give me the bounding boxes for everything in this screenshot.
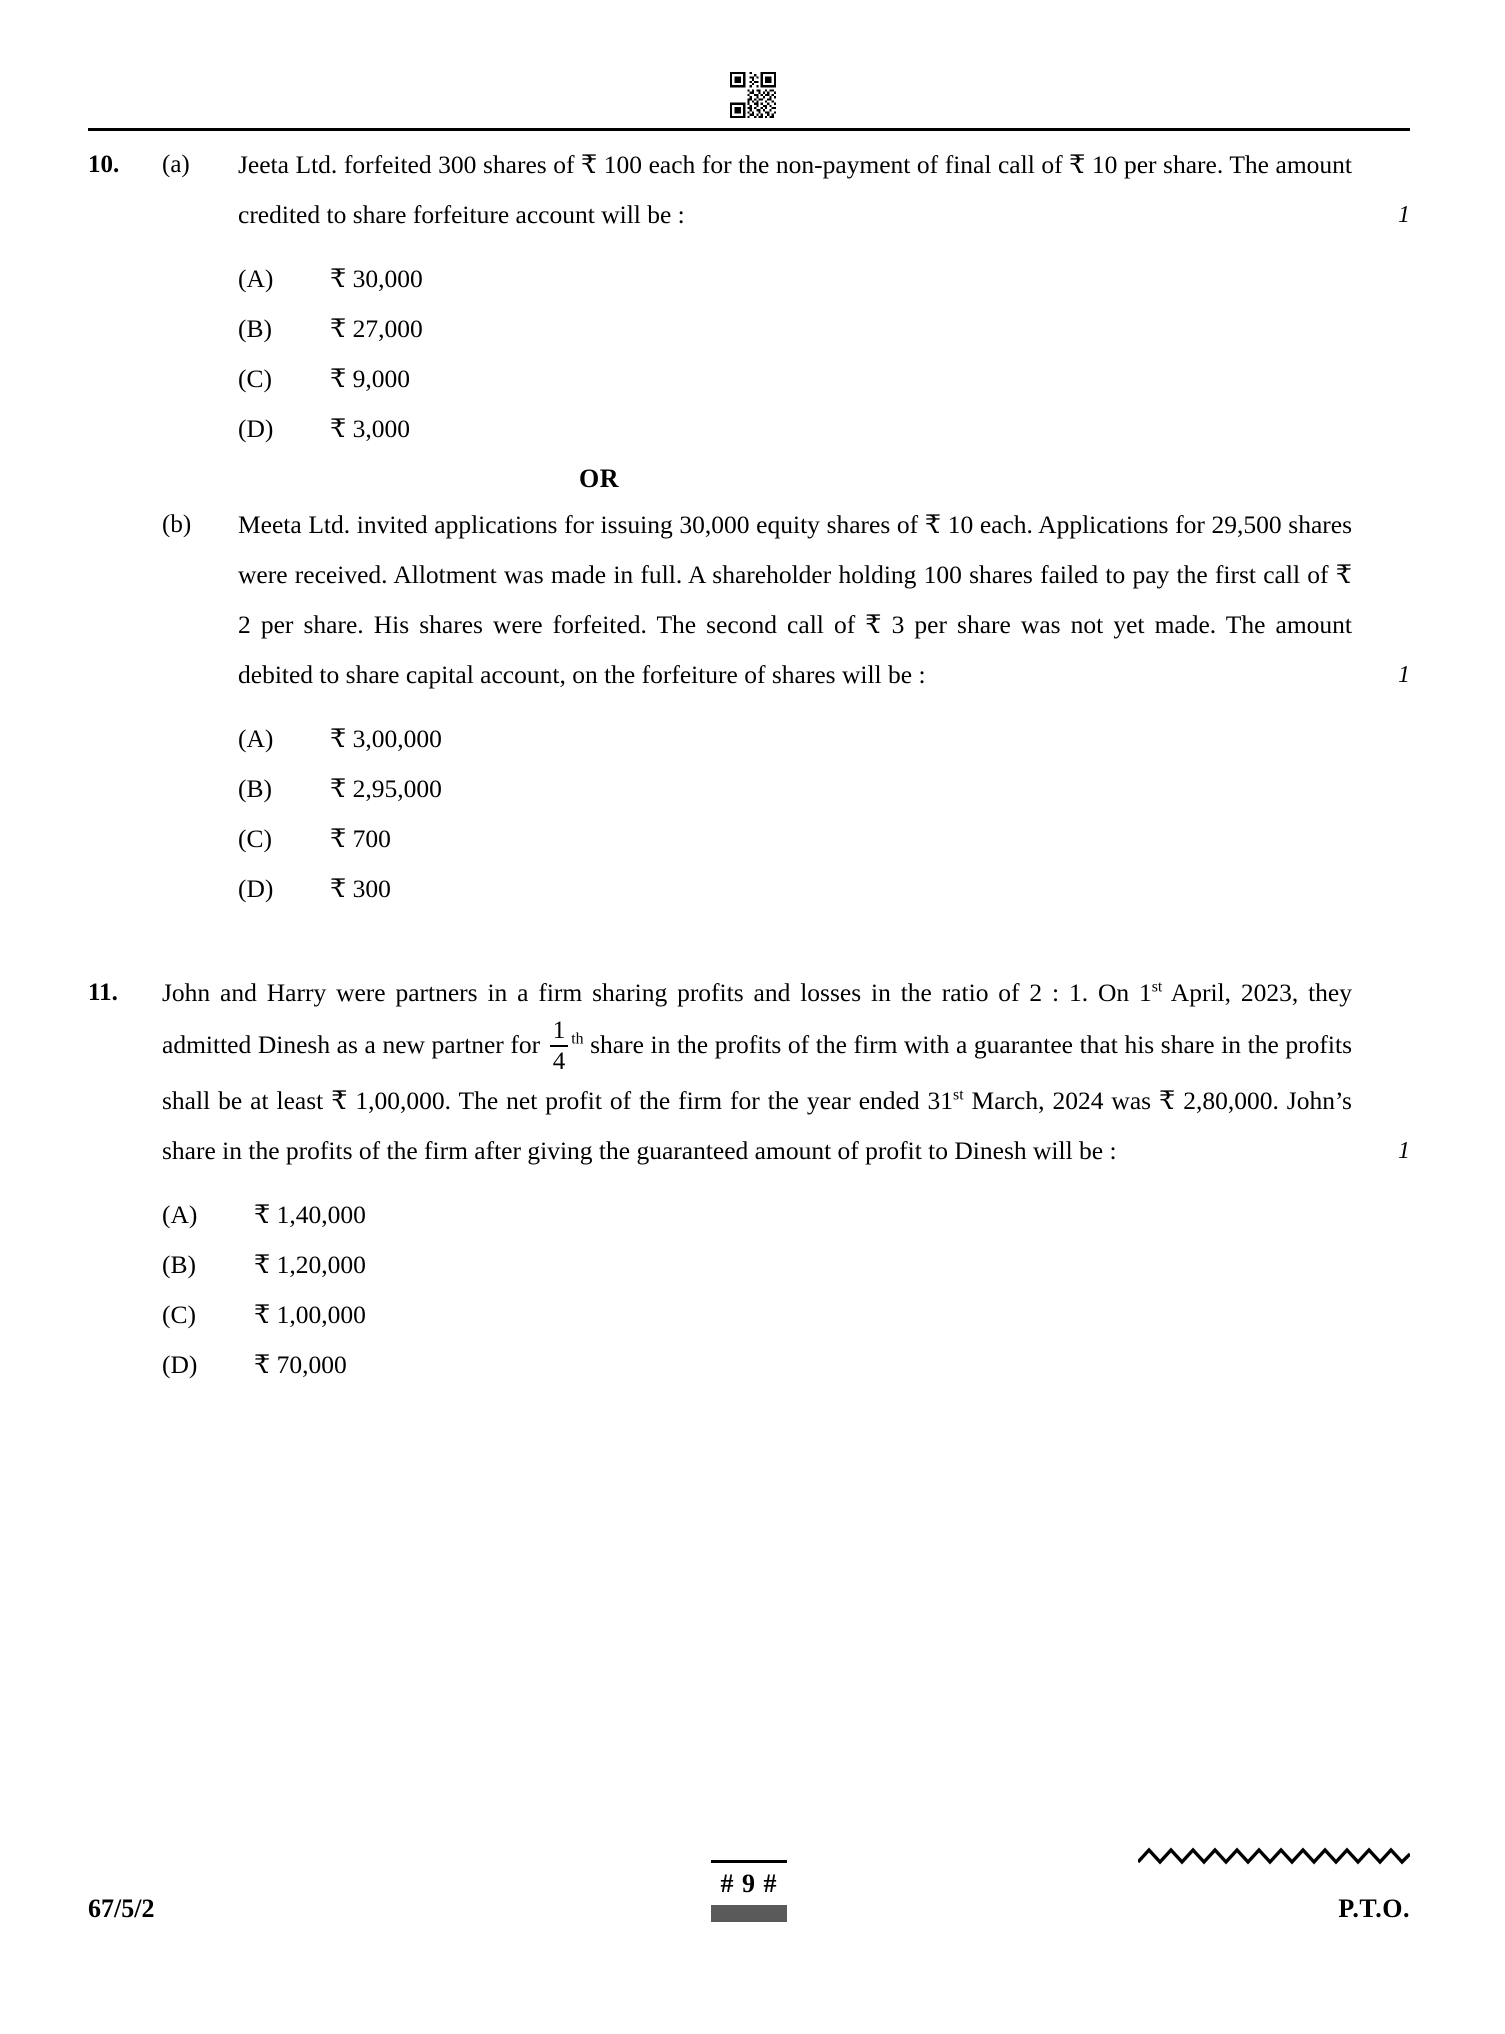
option-label: (D) [238,414,274,443]
question-10-part-b-label: (b) [162,511,192,538]
option-item[interactable] [88,714,1410,764]
page-footer [88,1844,1410,2034]
page-number: # 9 # [720,1869,778,1898]
header-divider [88,128,1410,131]
question-11-options [88,1190,1410,1390]
option-label: (C) [238,824,272,853]
option-item[interactable] [88,354,1410,404]
option-value: ₹ 700 [330,824,391,853]
option-label: (C) [238,364,272,393]
option-item[interactable] [88,1340,1410,1390]
questions-container [88,140,1410,1390]
page-number-bar [711,1905,787,1922]
question-10-number: 10. [88,151,120,178]
option-label: (D) [162,1350,198,1379]
question-11-number: 11. [88,979,118,1006]
qr-code-container [0,72,1505,118]
paper-code: 67/5/2 [88,1894,155,1923]
option-item[interactable] [88,864,1410,914]
question-10-part-b-text: Meeta Ltd. invited applications for issuing 30,000 equity shares of ₹ 10 each. Applications for 29,500 shares were received. Allotment was made in full. A shareholder holding 100 shares failed to pay the first call of ₹ 2 per share. His shares were forfeited. The second call of ₹ 3 per share was not yet made. The amount debited to share capital account, on the forfeiture of shares will be : [238,510,1352,689]
option-item[interactable] [88,1190,1410,1240]
fraction-bar [550,1045,569,1047]
option-label: (B) [238,314,272,343]
question-10-part-a-label: (a) [162,151,190,178]
question-11-text-part2: April, 2023, they admitted Dinesh as a new partner for [162,978,1353,1059]
qr-code-icon [730,72,776,118]
option-value: ₹ 30,000 [330,264,423,293]
ordinal-suffix-2: st [953,1086,964,1104]
ordinal-suffix: st [1151,978,1163,996]
option-value: ₹ 1,00,000 [254,1300,366,1329]
ordinal-th-suffix: th [571,1030,584,1048]
question-11-text [162,968,1358,1176]
fraction-numerator: 1 [552,1017,566,1044]
option-label: (A) [238,264,274,293]
question-10-part-b [88,500,1410,700]
fraction-denominator: 4 [552,1048,566,1075]
option-item[interactable] [88,304,1410,354]
question-11-text-part1: John and Harry were partners in a firm sharing profits and losses in the ratio of 2 : 1. On 1 [162,978,1152,1007]
section-spacer [88,914,1410,968]
question-10-part-b-options [88,714,1410,914]
or-separator: OR [579,464,619,493]
option-value: ₹ 27,000 [330,314,423,343]
option-value: ₹ 2,95,000 [330,774,442,803]
question-10-part-a-marks: 1 [1398,202,1410,228]
option-value: ₹ 1,20,000 [254,1250,366,1279]
option-value: ₹ 70,000 [254,1350,347,1379]
question-11 [88,968,1410,1176]
option-label: (B) [238,774,272,803]
question-10-part-b-marks: 1 [1398,662,1410,688]
question-10-part-a [88,140,1410,240]
option-label: (D) [238,874,274,903]
option-value: ₹ 3,00,000 [330,724,442,753]
option-item[interactable] [88,1290,1410,1340]
question-10-part-a-options [88,254,1410,454]
zigzag-decoration-icon [1138,1844,1410,1870]
option-value: ₹ 9,000 [330,364,410,393]
option-label: (C) [162,1300,196,1329]
option-label: (A) [162,1200,198,1229]
option-item[interactable] [88,1240,1410,1290]
question-11-marks: 1 [1398,1138,1410,1164]
option-value: ₹ 3,000 [330,414,410,443]
page-number-block [711,1860,787,1922]
option-item[interactable] [88,764,1410,814]
fraction-one-fourth [550,1017,569,1075]
option-item[interactable] [88,404,1410,454]
question-10-part-a-text: Jeeta Ltd. forfeited 300 shares of ₹ 100 each for the non-payment of final call of ₹ 10 per share. The amount credited to share forfeiture account will be : [238,150,1352,229]
option-label: (B) [162,1250,196,1279]
option-value: ₹ 1,40,000 [254,1200,366,1229]
question-11-text-part3: share in the profits of the firm with a guarantee that his share in the profits shall be at least ₹ 1,00,000. The net profit of the firm for the year ended 31 [162,1029,1352,1115]
question-11-text-part4: March, 2024 was ₹ 2,80,000. John’s share in the profits of the firm after giving the guaranteed amount of profit to Dinesh will be : [162,1086,1352,1165]
page-number-rule [711,1860,787,1863]
option-item[interactable] [88,814,1410,864]
pto-label: P.T.O. [1338,1894,1410,1923]
option-label: (A) [238,724,274,753]
option-item[interactable] [88,254,1410,304]
option-value: ₹ 300 [330,874,391,903]
